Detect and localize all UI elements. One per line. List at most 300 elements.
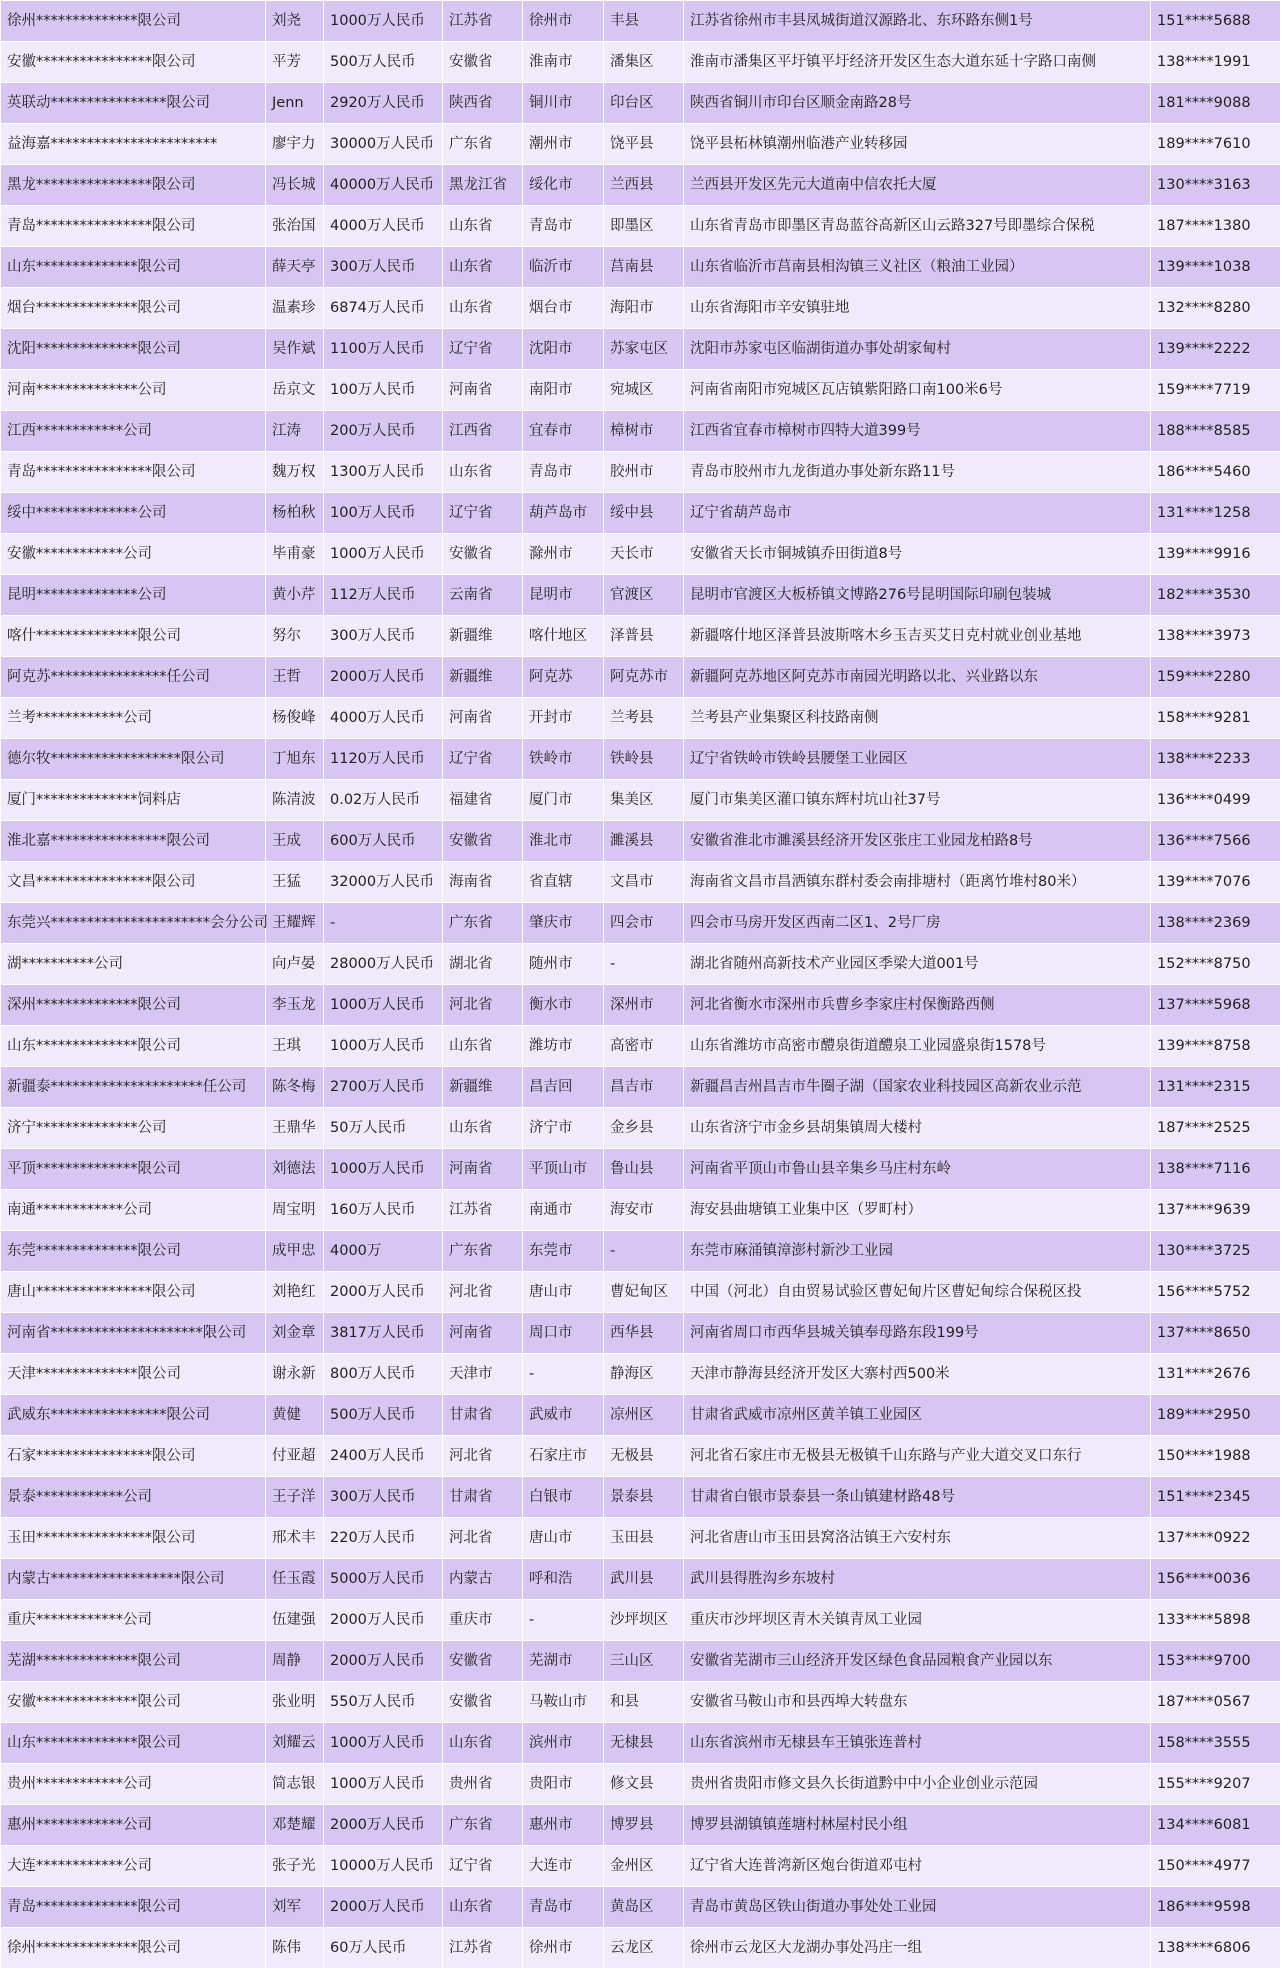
address-cell: 沈阳市苏家屯区临湖街道办事处胡家甸村 [684, 329, 1151, 370]
phone-cell: 139****9916 [1151, 534, 1281, 575]
province-cell: 福建省 [443, 780, 523, 821]
address-cell: 河南省周口市西华县城关镇奉母路东段199号 [684, 1313, 1151, 1354]
province-cell: 湖北省 [443, 944, 523, 985]
legal-person-cell: 王子洋 [266, 1477, 324, 1518]
address-cell: 淮南市潘集区平圩镇平圩经济开发区生态大道东延十字路口南侧 [684, 42, 1151, 83]
legal-person-cell: 向卢晏 [266, 944, 324, 985]
table-row [1, 1395, 1281, 1436]
table-row [1, 1559, 1281, 1600]
company-name-cell: 青岛****************限公司 [1, 452, 266, 493]
phone-cell: 131****1258 [1151, 493, 1281, 534]
company-name-cell: 绥中**************公司 [1, 493, 266, 534]
phone-cell: 159****2280 [1151, 657, 1281, 698]
registered-capital-cell: 100万人民币 [324, 370, 443, 411]
province-cell: 山东省 [443, 452, 523, 493]
company-name-cell: 江西************公司 [1, 411, 266, 452]
phone-cell: 137****5968 [1151, 985, 1281, 1026]
province-cell: 辽宁省 [443, 329, 523, 370]
city-cell: 淮北市 [523, 821, 604, 862]
city-cell: 东莞市 [523, 1231, 604, 1272]
phone-cell: 152****8750 [1151, 944, 1281, 985]
table-row [1, 1190, 1281, 1231]
registered-capital-cell: 550万人民币 [324, 1682, 443, 1723]
province-cell: 河北省 [443, 985, 523, 1026]
table-row [1, 1108, 1281, 1149]
district-cell: 丰县 [604, 1, 684, 42]
city-cell: 绥化市 [523, 165, 604, 206]
legal-person-cell: 邢术丰 [266, 1518, 324, 1559]
district-cell: 莒南县 [604, 247, 684, 288]
province-cell: 广东省 [443, 903, 523, 944]
address-cell: 安徽省芜湖市三山经济开发区绿色食品园粮食产业园以东 [684, 1641, 1151, 1682]
company-name-cell: 文昌****************限公司 [1, 862, 266, 903]
table-row [1, 575, 1281, 616]
address-cell: 山东省滨州市无棣县车王镇张连普村 [684, 1723, 1151, 1764]
address-cell: 东莞市麻涌镇漳澎村新沙工业园 [684, 1231, 1151, 1272]
phone-cell: 156****5752 [1151, 1272, 1281, 1313]
legal-person-cell: 付亚超 [266, 1436, 324, 1477]
registered-capital-cell: - [324, 903, 443, 944]
phone-cell: 139****8758 [1151, 1026, 1281, 1067]
province-cell: 广东省 [443, 124, 523, 165]
registered-capital-cell: 500万人民币 [324, 42, 443, 83]
legal-person-cell: 伍建强 [266, 1600, 324, 1641]
legal-person-cell: 努尔 [266, 616, 324, 657]
city-cell: 青岛市 [523, 1887, 604, 1928]
address-cell: 辽宁省大连普湾新区炮台街道邓屯村 [684, 1846, 1151, 1887]
province-cell: 广东省 [443, 1231, 523, 1272]
legal-person-cell: 周宝明 [266, 1190, 324, 1231]
phone-cell: 139****1038 [1151, 247, 1281, 288]
company-name-cell: 石家****************限公司 [1, 1436, 266, 1477]
company-name-cell: 惠州************公司 [1, 1805, 266, 1846]
city-cell: 白银市 [523, 1477, 604, 1518]
city-cell: 徐州市 [523, 1, 604, 42]
registered-capital-cell: 220万人民币 [324, 1518, 443, 1559]
district-cell: 静海区 [604, 1354, 684, 1395]
city-cell: 随州市 [523, 944, 604, 985]
province-cell: 河北省 [443, 1518, 523, 1559]
city-cell: 唐山市 [523, 1518, 604, 1559]
table-row [1, 616, 1281, 657]
table-row [1, 1026, 1281, 1067]
table-row [1, 821, 1281, 862]
address-cell: 新疆阿克苏地区阿克苏市南园光明路以北、兴业路以东 [684, 657, 1151, 698]
district-cell: 天长市 [604, 534, 684, 575]
district-cell: 黄岛区 [604, 1887, 684, 1928]
province-cell: 辽宁省 [443, 1846, 523, 1887]
legal-person-cell: 刘尧 [266, 1, 324, 42]
city-cell: 周口市 [523, 1313, 604, 1354]
province-cell: 广东省 [443, 1805, 523, 1846]
table-row [1, 1, 1281, 42]
legal-person-cell: 简志银 [266, 1764, 324, 1805]
province-cell: 山东省 [443, 1026, 523, 1067]
legal-person-cell: 谢永新 [266, 1354, 324, 1395]
company-name-cell: 平顶**************限公司 [1, 1149, 266, 1190]
phone-cell: 182****3530 [1151, 575, 1281, 616]
company-name-cell: 山东**************限公司 [1, 1026, 266, 1067]
phone-cell: 138****3973 [1151, 616, 1281, 657]
registered-capital-cell: 600万人民币 [324, 821, 443, 862]
company-name-cell: 内蒙古******************限公司 [1, 1559, 266, 1600]
company-name-cell: 湖**********公司 [1, 944, 266, 985]
legal-person-cell: 刘耀云 [266, 1723, 324, 1764]
registered-capital-cell: 2000万人民币 [324, 657, 443, 698]
district-cell: 即墨区 [604, 206, 684, 247]
table-row [1, 493, 1281, 534]
city-cell: 阿克苏 [523, 657, 604, 698]
registered-capital-cell: 2000万人民币 [324, 1887, 443, 1928]
table-row [1, 903, 1281, 944]
legal-person-cell: Jenn [266, 83, 324, 124]
district-cell: 修文县 [604, 1764, 684, 1805]
table-row [1, 1231, 1281, 1272]
registered-capital-cell: 300万人民币 [324, 247, 443, 288]
address-cell: 甘肃省武威市凉州区黄羊镇工业园区 [684, 1395, 1151, 1436]
province-cell: 河南省 [443, 1149, 523, 1190]
city-cell: 滨州市 [523, 1723, 604, 1764]
city-cell: 宜春市 [523, 411, 604, 452]
company-name-cell: 河南省*********************限公司 [1, 1313, 266, 1354]
legal-person-cell: 刘军 [266, 1887, 324, 1928]
phone-cell: 132****8280 [1151, 288, 1281, 329]
province-cell: 重庆市 [443, 1600, 523, 1641]
province-cell: 安徽省 [443, 42, 523, 83]
legal-person-cell: 张业明 [266, 1682, 324, 1723]
legal-person-cell: 杨俊峰 [266, 698, 324, 739]
table-row [1, 1313, 1281, 1354]
province-cell: 山东省 [443, 288, 523, 329]
address-cell: 兰西县开发区先元大道南中信农托大厦 [684, 165, 1151, 206]
address-cell: 辽宁省葫芦岛市 [684, 493, 1151, 534]
legal-person-cell: 成甲忠 [266, 1231, 324, 1272]
phone-cell: 138****1991 [1151, 42, 1281, 83]
registered-capital-cell: 500万人民币 [324, 1395, 443, 1436]
phone-cell: 153****9700 [1151, 1641, 1281, 1682]
district-cell: 樟树市 [604, 411, 684, 452]
registered-capital-cell: 60万人民币 [324, 1928, 443, 1969]
address-cell: 贵州省贵阳市修文县久长街道黔中中小企业创业示范园 [684, 1764, 1151, 1805]
registered-capital-cell: 2000万人民币 [324, 1272, 443, 1313]
registered-capital-cell: 1120万人民币 [324, 739, 443, 780]
district-cell: 云龙区 [604, 1928, 684, 1969]
legal-person-cell: 黄小芹 [266, 575, 324, 616]
district-cell: 文昌市 [604, 862, 684, 903]
registered-capital-cell: 1000万人民币 [324, 1764, 443, 1805]
city-cell: 铜川市 [523, 83, 604, 124]
phone-cell: 150****1988 [1151, 1436, 1281, 1477]
company-name-cell: 德尔牧******************限公司 [1, 739, 266, 780]
district-cell: 饶平县 [604, 124, 684, 165]
company-name-cell: 安徽****************限公司 [1, 42, 266, 83]
province-cell: 云南省 [443, 575, 523, 616]
city-cell: 徐州市 [523, 1928, 604, 1969]
legal-person-cell: 刘德法 [266, 1149, 324, 1190]
table-row [1, 1641, 1281, 1682]
address-cell: 河北省衡水市深州市兵曹乡李家庄村保衡路西侧 [684, 985, 1151, 1026]
table-row [1, 411, 1281, 452]
registered-capital-cell: 2000万人民币 [324, 1600, 443, 1641]
table-row [1, 1846, 1281, 1887]
province-cell: 内蒙古 [443, 1559, 523, 1600]
city-cell: 芜湖市 [523, 1641, 604, 1682]
company-name-cell: 玉田****************限公司 [1, 1518, 266, 1559]
company-name-cell: 徐州**************限公司 [1, 1928, 266, 1969]
table-row [1, 83, 1281, 124]
district-cell: 海阳市 [604, 288, 684, 329]
city-cell: 潍坊市 [523, 1026, 604, 1067]
province-cell: 辽宁省 [443, 739, 523, 780]
district-cell: 胶州市 [604, 452, 684, 493]
phone-cell: 187****2525 [1151, 1108, 1281, 1149]
address-cell: 兰考县产业集聚区科技路南侧 [684, 698, 1151, 739]
registered-capital-cell: 30000万人民币 [324, 124, 443, 165]
registered-capital-cell: 1100万人民币 [324, 329, 443, 370]
legal-person-cell: 王耀辉 [266, 903, 324, 944]
company-name-cell: 景泰************公司 [1, 1477, 266, 1518]
table-row [1, 534, 1281, 575]
table-row [1, 985, 1281, 1026]
district-cell: 昌吉市 [604, 1067, 684, 1108]
phone-cell: 136****0499 [1151, 780, 1281, 821]
table-row [1, 1477, 1281, 1518]
district-cell: 三山区 [604, 1641, 684, 1682]
registered-capital-cell: 2920万人民币 [324, 83, 443, 124]
company-name-cell: 新疆泰*********************任公司 [1, 1067, 266, 1108]
table-row [1, 370, 1281, 411]
district-cell: 无棣县 [604, 1723, 684, 1764]
city-cell: 衡水市 [523, 985, 604, 1026]
address-cell: 湖北省随州高新技术产业园区季梁大道001号 [684, 944, 1151, 985]
city-cell: 昆明市 [523, 575, 604, 616]
address-cell: 青岛市胶州市九龙街道办事处新东路11号 [684, 452, 1151, 493]
province-cell: 安徽省 [443, 821, 523, 862]
table-row [1, 1805, 1281, 1846]
address-cell: 中国（河北）自由贸易试验区曹妃甸片区曹妃甸综合保税区投 [684, 1272, 1151, 1313]
company-name-cell: 芜湖**************限公司 [1, 1641, 266, 1682]
company-name-cell: 安徽************公司 [1, 534, 266, 575]
address-cell: 重庆市沙坪坝区青木关镇青凤工业园 [684, 1600, 1151, 1641]
city-cell: 开封市 [523, 698, 604, 739]
table-row [1, 1600, 1281, 1641]
registered-capital-cell: 1000万人民币 [324, 1026, 443, 1067]
district-cell: 无极县 [604, 1436, 684, 1477]
table-body [1, 1, 1281, 1969]
company-name-cell: 南通************公司 [1, 1190, 266, 1231]
registered-capital-cell: 200万人民币 [324, 411, 443, 452]
company-name-cell: 贵州************公司 [1, 1764, 266, 1805]
registered-capital-cell: 2700万人民币 [324, 1067, 443, 1108]
legal-person-cell: 陈清波 [266, 780, 324, 821]
legal-person-cell: 王鼎华 [266, 1108, 324, 1149]
city-cell: 淮南市 [523, 42, 604, 83]
registered-capital-cell: 2400万人民币 [324, 1436, 443, 1477]
phone-cell: 189****7610 [1151, 124, 1281, 165]
company-name-cell: 山东**************限公司 [1, 247, 266, 288]
province-cell: 河北省 [443, 1272, 523, 1313]
table-row [1, 247, 1281, 288]
table-row [1, 288, 1281, 329]
district-cell: 西华县 [604, 1313, 684, 1354]
legal-person-cell: 周静 [266, 1641, 324, 1682]
province-cell: 河北省 [443, 1436, 523, 1477]
phone-cell: 159****7719 [1151, 370, 1281, 411]
city-cell: 厦门市 [523, 780, 604, 821]
company-name-cell: 黑龙****************限公司 [1, 165, 266, 206]
company-name-cell: 河南**************公司 [1, 370, 266, 411]
city-cell: 唐山市 [523, 1272, 604, 1313]
district-cell: 曹妃甸区 [604, 1272, 684, 1313]
address-cell: 安徽省马鞍山市和县西埠大转盘东 [684, 1682, 1151, 1723]
address-cell: 江西省宜春市樟树市四特大道399号 [684, 411, 1151, 452]
registered-capital-cell: 1000万人民币 [324, 534, 443, 575]
company-name-cell: 沈阳**************限公司 [1, 329, 266, 370]
province-cell: 山东省 [443, 1887, 523, 1928]
table-row [1, 657, 1281, 698]
address-cell: 安徽省淮北市濉溪县经济开发区张庄工业园龙柏路8号 [684, 821, 1151, 862]
address-cell: 山东省青岛市即墨区青岛蓝谷高新区山云路327号即墨综合保税 [684, 206, 1151, 247]
table-row [1, 1354, 1281, 1395]
address-cell: 安徽省天长市铜城镇乔田街道8号 [684, 534, 1151, 575]
district-cell: - [604, 944, 684, 985]
address-cell: 武川县得胜沟乡东坡村 [684, 1559, 1151, 1600]
phone-cell: 158****9281 [1151, 698, 1281, 739]
legal-person-cell: 王琪 [266, 1026, 324, 1067]
city-cell: - [523, 1354, 604, 1395]
city-cell: 惠州市 [523, 1805, 604, 1846]
registered-capital-cell: 1000万人民币 [324, 1149, 443, 1190]
district-cell: 高密市 [604, 1026, 684, 1067]
legal-person-cell: 张治国 [266, 206, 324, 247]
registered-capital-cell: 800万人民币 [324, 1354, 443, 1395]
province-cell: 新疆维 [443, 616, 523, 657]
phone-cell: 139****2222 [1151, 329, 1281, 370]
phone-cell: 156****0036 [1151, 1559, 1281, 1600]
phone-cell: 187****1380 [1151, 206, 1281, 247]
province-cell: 陕西省 [443, 83, 523, 124]
legal-person-cell: 任玉霞 [266, 1559, 324, 1600]
company-name-cell: 重庆************公司 [1, 1600, 266, 1641]
legal-person-cell: 王成 [266, 821, 324, 862]
company-name-cell: 淮北嘉****************限公司 [1, 821, 266, 862]
address-cell: 四会市马房开发区西南二区1、2号厂房 [684, 903, 1151, 944]
district-cell: 泽普县 [604, 616, 684, 657]
district-cell: 宛城区 [604, 370, 684, 411]
phone-cell: 131****2315 [1151, 1067, 1281, 1108]
city-cell: 贵阳市 [523, 1764, 604, 1805]
phone-cell: 158****3555 [1151, 1723, 1281, 1764]
district-cell: 官渡区 [604, 575, 684, 616]
phone-cell: 181****9088 [1151, 83, 1281, 124]
legal-person-cell: 平芳 [266, 42, 324, 83]
table-row [1, 1682, 1281, 1723]
company-name-cell: 青岛**************限公司 [1, 1887, 266, 1928]
phone-cell: 130****3725 [1151, 1231, 1281, 1272]
table-row [1, 124, 1281, 165]
legal-person-cell: 吴作斌 [266, 329, 324, 370]
table-row [1, 780, 1281, 821]
phone-cell: 138****7116 [1151, 1149, 1281, 1190]
province-cell: 新疆维 [443, 657, 523, 698]
registered-capital-cell: 5000万人民币 [324, 1559, 443, 1600]
district-cell: 海安市 [604, 1190, 684, 1231]
district-cell: 金乡县 [604, 1108, 684, 1149]
address-cell: 河南省平顶山市鲁山县辛集乡马庄村东岭 [684, 1149, 1151, 1190]
province-cell: 河南省 [443, 370, 523, 411]
district-cell: 潘集区 [604, 42, 684, 83]
table-row [1, 206, 1281, 247]
district-cell: 武川县 [604, 1559, 684, 1600]
legal-person-cell: 丁旭东 [266, 739, 324, 780]
address-cell: 江苏省徐州市丰县凤城街道汉源路北、东环路东侧1号 [684, 1, 1151, 42]
table-row [1, 42, 1281, 83]
legal-person-cell: 陈冬梅 [266, 1067, 324, 1108]
table-row [1, 165, 1281, 206]
district-cell: 铁岭县 [604, 739, 684, 780]
company-name-cell: 昆明**************公司 [1, 575, 266, 616]
registered-capital-cell: 32000万人民币 [324, 862, 443, 903]
legal-person-cell: 冯长城 [266, 165, 324, 206]
city-cell: - [523, 1600, 604, 1641]
registered-capital-cell: 4000万人民币 [324, 698, 443, 739]
address-cell: 辽宁省铁岭市铁岭县腰堡工业园区 [684, 739, 1151, 780]
city-cell: 呼和浩 [523, 1559, 604, 1600]
city-cell: 济宁市 [523, 1108, 604, 1149]
address-cell: 山东省临沂市莒南县相沟镇三义社区（粮油工业园） [684, 247, 1151, 288]
table-row [1, 698, 1281, 739]
legal-person-cell: 薛天亭 [266, 247, 324, 288]
registered-capital-cell: 3817万人民币 [324, 1313, 443, 1354]
company-name-cell: 青岛****************限公司 [1, 206, 266, 247]
registered-capital-cell: 160万人民币 [324, 1190, 443, 1231]
province-cell: 新疆维 [443, 1067, 523, 1108]
address-cell: 海安县曲塘镇工业集中区（罗町村） [684, 1190, 1151, 1231]
phone-cell: 138****6806 [1151, 1928, 1281, 1969]
legal-person-cell: 毕甫豪 [266, 534, 324, 575]
registered-capital-cell: 300万人民币 [324, 1477, 443, 1518]
province-cell: 江苏省 [443, 1190, 523, 1231]
legal-person-cell: 刘金章 [266, 1313, 324, 1354]
registered-capital-cell: 40000万人民币 [324, 165, 443, 206]
district-cell: 景泰县 [604, 1477, 684, 1518]
address-cell: 河北省唐山市玉田县窝洛沽镇王六安村东 [684, 1518, 1151, 1559]
district-cell: 沙坪坝区 [604, 1600, 684, 1641]
city-cell: 石家庄市 [523, 1436, 604, 1477]
province-cell: 黑龙江省 [443, 165, 523, 206]
phone-cell: 137****0922 [1151, 1518, 1281, 1559]
address-cell: 河北省石家庄市无极县无极镇千山东路与产业大道交叉口东行 [684, 1436, 1151, 1477]
phone-cell: 151****5688 [1151, 1, 1281, 42]
city-cell: 临沂市 [523, 247, 604, 288]
district-cell: 凉州区 [604, 1395, 684, 1436]
province-cell: 山东省 [443, 1108, 523, 1149]
province-cell: 河南省 [443, 1313, 523, 1354]
address-cell: 徐州市云龙区大龙湖办事处冯庄一组 [684, 1928, 1151, 1969]
legal-person-cell: 江涛 [266, 411, 324, 452]
legal-person-cell: 岳京文 [266, 370, 324, 411]
legal-person-cell: 邓楚耀 [266, 1805, 324, 1846]
district-cell: 和县 [604, 1682, 684, 1723]
legal-person-cell: 杨柏秋 [266, 493, 324, 534]
district-cell: 鲁山县 [604, 1149, 684, 1190]
table-row [1, 1067, 1281, 1108]
company-name-cell: 益海嘉*********************** [1, 124, 266, 165]
province-cell: 安徽省 [443, 1682, 523, 1723]
phone-cell: 186****5460 [1151, 452, 1281, 493]
city-cell: 武威市 [523, 1395, 604, 1436]
phone-cell: 131****2676 [1151, 1354, 1281, 1395]
